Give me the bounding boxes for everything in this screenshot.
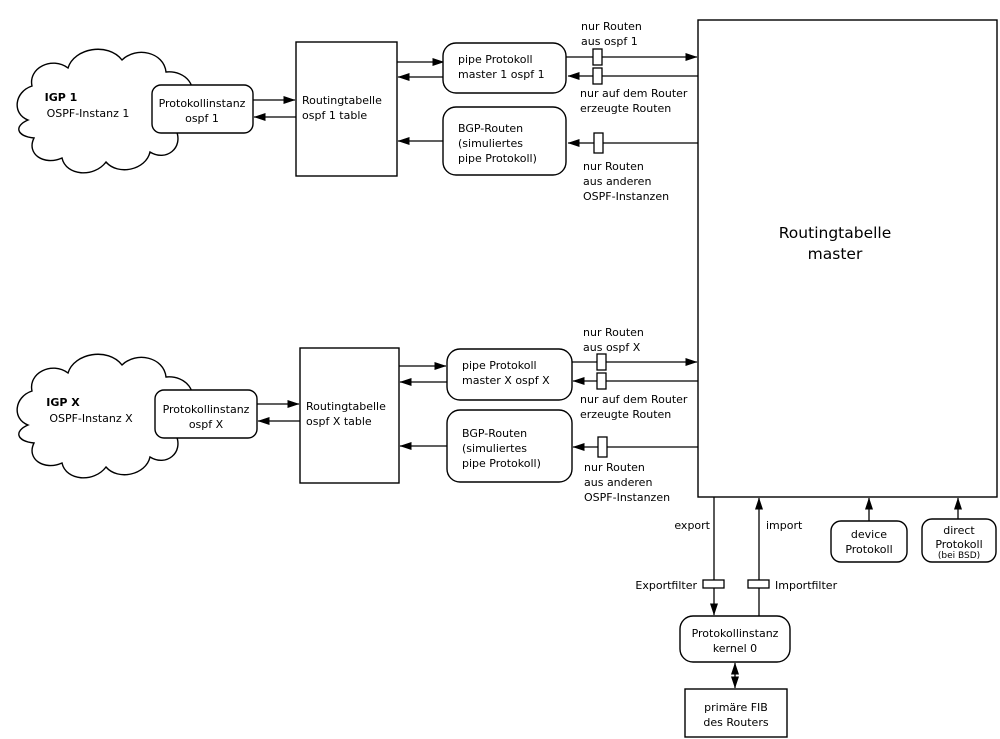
bgp-label-line2-x: (simuliertes <box>462 442 527 455</box>
cloud-subtitle-1: OSPF-Instanz 1 <box>46 107 130 120</box>
instance-label-line2-x: ospf X <box>188 418 224 431</box>
kernel-label-line2: kernel 0 <box>712 642 758 655</box>
label-routes-back-line1-x: nur auf dem Router <box>580 393 688 406</box>
label-routes-bgp-line2-x: aus anderen <box>584 476 653 489</box>
bgp-label-line2-1: (simuliertes <box>458 137 523 150</box>
export-label: export <box>674 519 710 532</box>
cloud-subtitle-x: OSPF-Instanz X <box>49 412 133 425</box>
table-label-line1-1: Routingtabelle <box>302 94 382 107</box>
filter-mark-back-x <box>597 373 606 389</box>
label-routes-out-line1-1: nur Routen <box>581 20 642 33</box>
direct-label-line2: Protokoll <box>935 538 983 551</box>
bgp-label-line1-1: BGP-Routen <box>458 122 524 135</box>
cloud-title-1: IGP 1 <box>44 91 78 104</box>
filter-mark-bgp-x <box>598 437 607 457</box>
bgp-label-line3-1: pipe Protokoll) <box>458 152 537 165</box>
instance-label-line1-x: Protokollinstanz <box>162 403 250 416</box>
export-filter-label: Exportfilter <box>635 579 697 592</box>
bottom-section <box>635 497 996 737</box>
filter-mark-out-x <box>597 354 606 370</box>
label-routes-bgp-line1-x: nur Routen <box>584 461 645 474</box>
export-filter-mark <box>703 580 724 588</box>
fib-label-line1: primäre FIB <box>704 701 768 714</box>
bgp-label-line3-x: pipe Protokoll) <box>462 457 541 470</box>
import-label: import <box>766 519 803 532</box>
master-table-line2: master <box>807 245 863 263</box>
label-routes-out-line1-x: nur Routen <box>583 326 644 339</box>
table-label-line1-x: Routingtabelle <box>306 400 386 413</box>
device-label-line2: Protokoll <box>845 543 893 556</box>
label-routes-back-line1-1: nur auf dem Router <box>580 87 688 100</box>
device-label-line1: device <box>850 528 888 541</box>
pipe-label-line1-1: pipe Protokoll <box>458 53 533 66</box>
section-igp-1 <box>17 20 698 203</box>
label-routes-out-line2-x: aus ospf X <box>583 341 641 354</box>
filter-mark-back-1 <box>593 68 602 84</box>
direct-label-line1: direct <box>943 524 975 537</box>
label-routes-bgp-line2-1: aus anderen <box>583 175 652 188</box>
label-routes-bgp-line3-x: OSPF-Instanzen <box>584 491 671 504</box>
cloud-title-x: IGP X <box>46 396 80 409</box>
pipe-label-line2-1: master 1 ospf 1 <box>458 68 545 81</box>
filter-mark-bgp-1 <box>594 133 603 153</box>
label-routes-bgp-line3-1: OSPF-Instanzen <box>583 190 670 203</box>
master-table-line1: Routingtabelle <box>778 224 892 242</box>
fib-label-line2: des Routers <box>703 716 769 729</box>
instance-label-line2-1: ospf 1 <box>185 112 219 125</box>
pipe-label-line1-x: pipe Protokoll <box>462 359 537 372</box>
bgp-label-line1-x: BGP-Routen <box>462 427 528 440</box>
label-routes-out-line2-1: aus ospf 1 <box>581 35 638 48</box>
section-igp-x <box>17 326 698 504</box>
label-routes-back-line2-1: erzeugte Routen <box>580 102 672 115</box>
pipe-label-line2-x: master X ospf X <box>462 374 550 387</box>
master-routing-table <box>698 20 997 497</box>
direct-label-line3: (bei BSD) <box>937 551 981 561</box>
kernel-label-line1: Protokollinstanz <box>691 627 779 640</box>
import-filter-mark <box>748 580 769 588</box>
import-filter-label: Importfilter <box>775 579 838 592</box>
label-routes-bgp-line1-1: nur Routen <box>583 160 644 173</box>
label-routes-back-line2-x: erzeugte Routen <box>580 408 672 421</box>
filter-mark-out-1 <box>593 49 602 65</box>
instance-label-line1-1: Protokollinstanz <box>158 97 246 110</box>
table-label-line2-1: ospf 1 table <box>302 109 368 122</box>
table-label-line2-x: ospf X table <box>306 415 372 428</box>
